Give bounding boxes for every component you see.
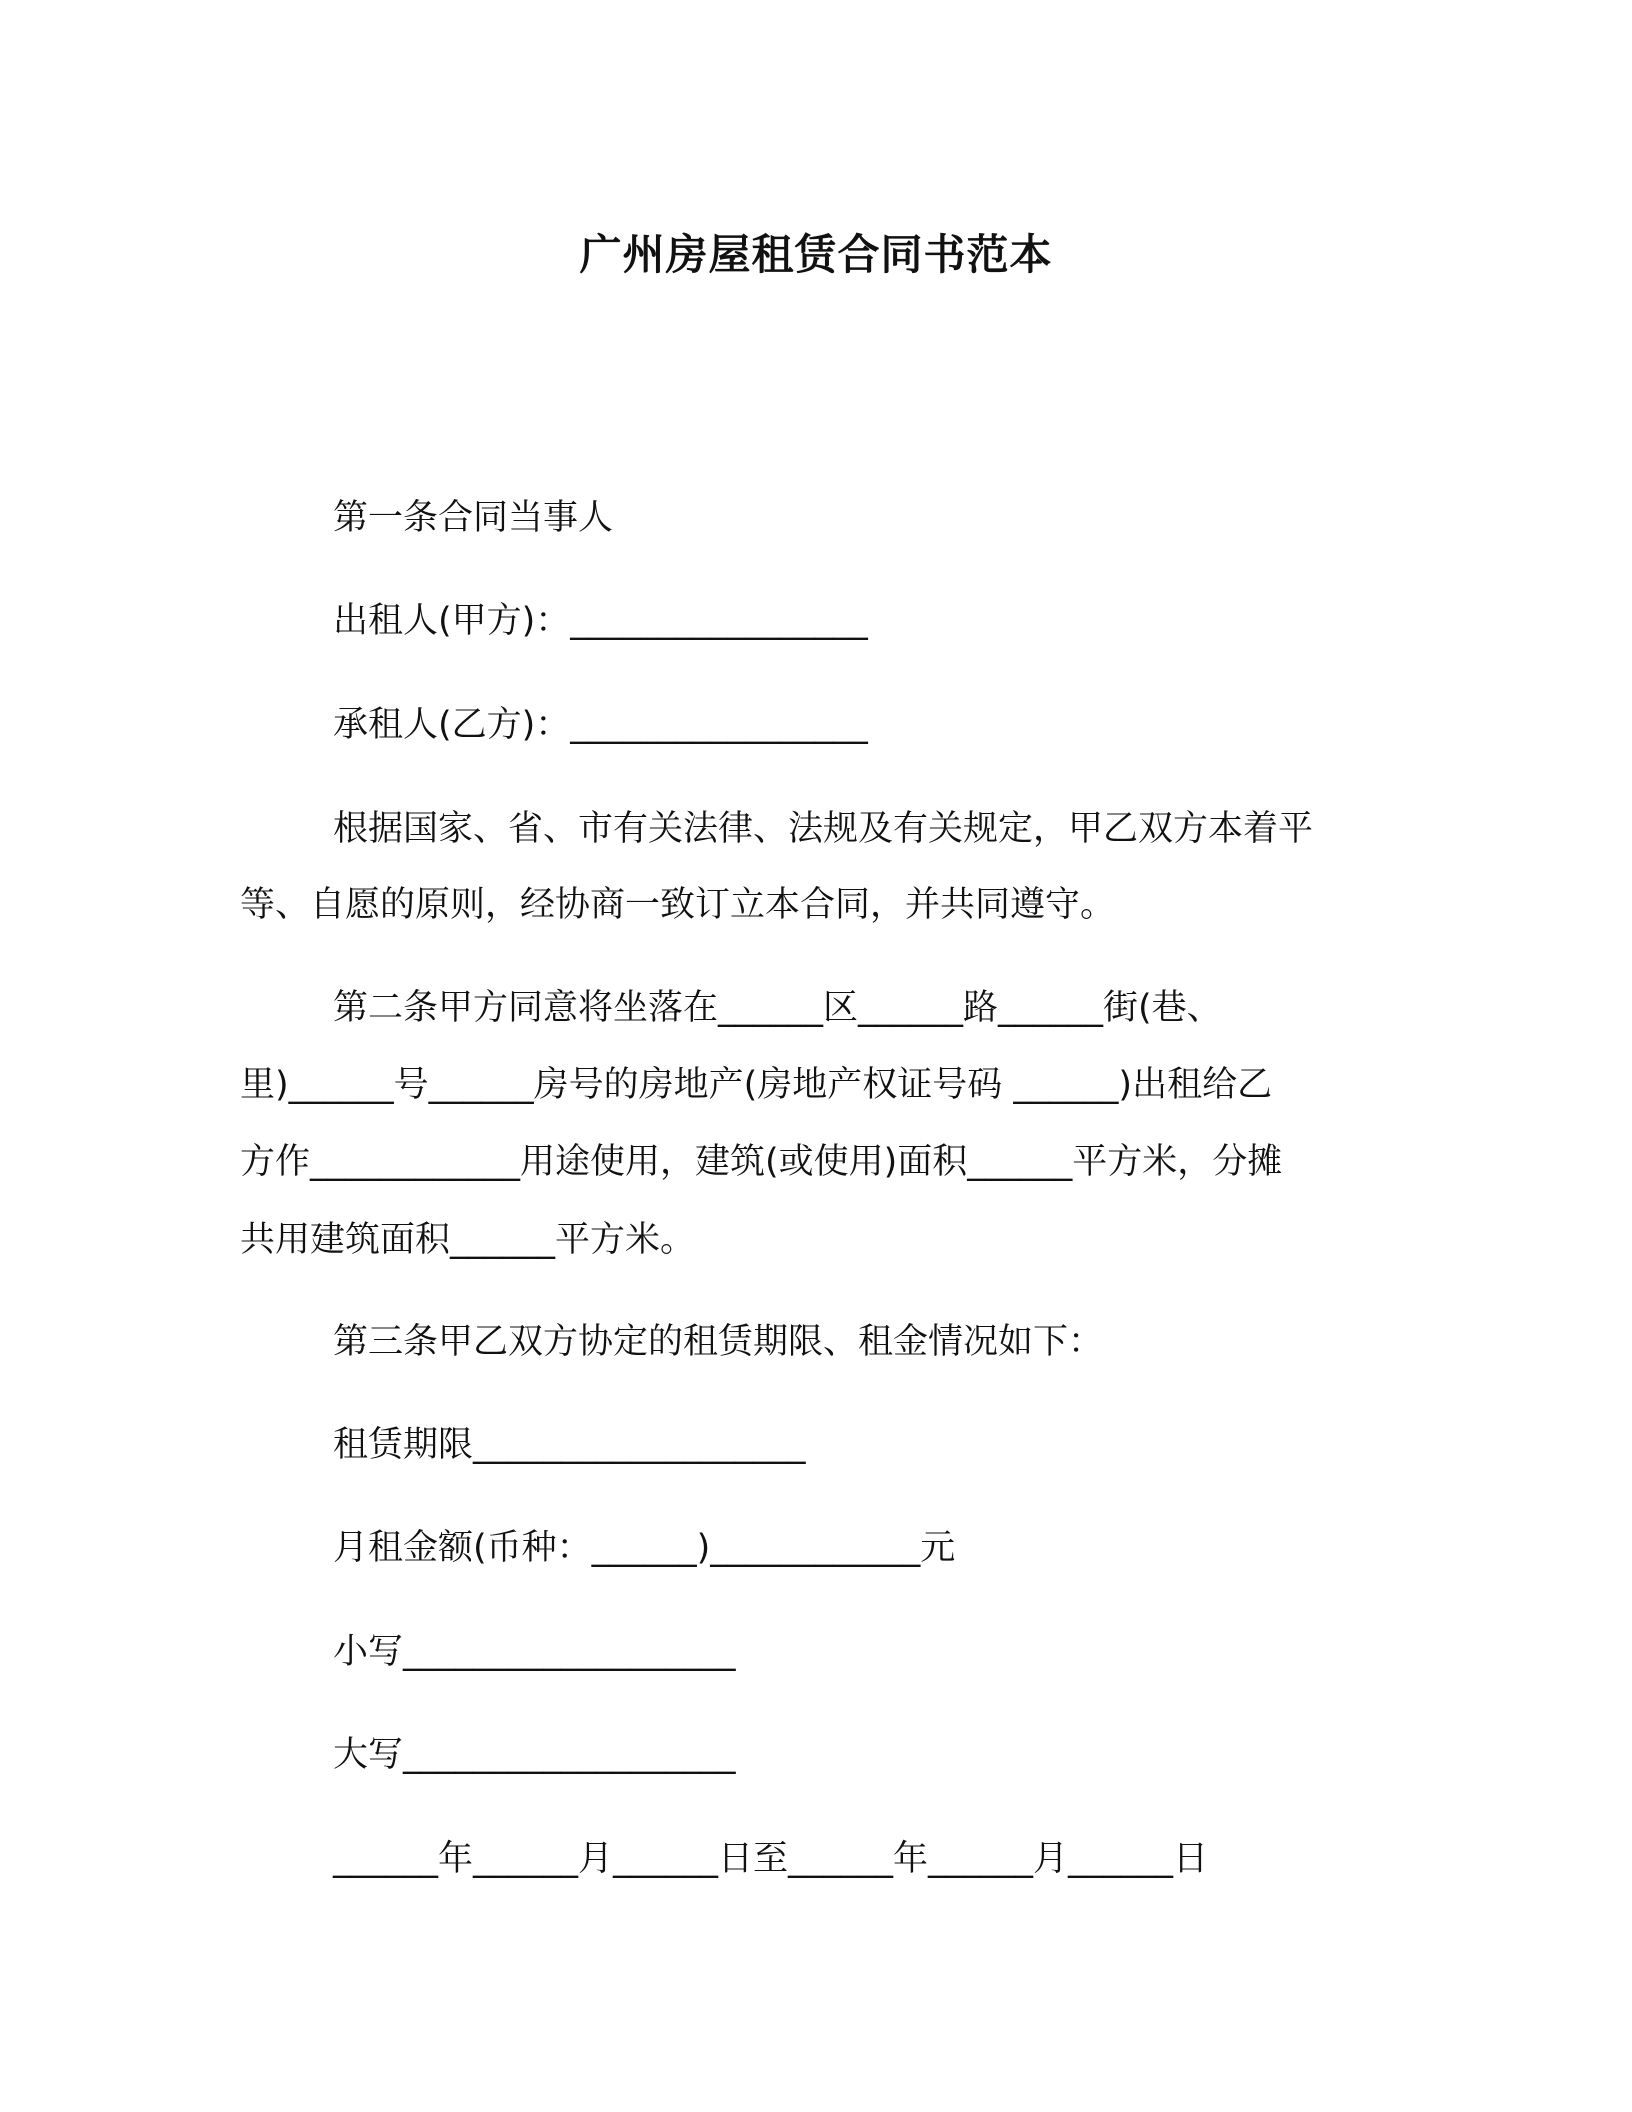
preamble-line-2: 等、自愿的原则，经协商一致订立本合同，并共同遵守。 (240, 885, 1116, 925)
lessor-field: 出租人(甲方)：_________________ (333, 601, 868, 641)
article-2-line-2: 里)______号______房号的房地产(房地产权证号码 ______)出租给乙 (240, 1065, 1273, 1105)
lessee-field: 承租人(乙方)：_________________ (333, 705, 868, 745)
article-2-line-3: 方作____________用途使用，建筑(或使用)面积______平方米，分摊 (240, 1142, 1283, 1182)
amount-figures-field: 小写___________________ (333, 1632, 736, 1672)
article-2-line-4: 共用建筑面积______平方米。 (240, 1220, 696, 1260)
monthly-rent-field: 月租金额(币种：______)____________元 (333, 1528, 956, 1568)
lease-term-field: 租赁期限___________________ (333, 1425, 806, 1465)
lease-date-range: ______年______月______日至______年______月______日 (333, 1839, 1209, 1879)
document-title: 广州房屋租赁合同书范本 (579, 230, 1053, 279)
article-3-heading: 第三条甲乙双方协定的租赁期限、租金情况如下： (333, 1322, 1104, 1362)
amount-words-field: 大写___________________ (333, 1735, 736, 1775)
article-2-line-1: 第二条甲方同意将坐落在______区______路______街(巷、 (333, 988, 1222, 1028)
article-1-heading: 第一条合同当事人 (333, 498, 614, 538)
preamble-line-1: 根据国家、省、市有关法律、法规及有关规定，甲乙双方本着平 (333, 809, 1314, 849)
